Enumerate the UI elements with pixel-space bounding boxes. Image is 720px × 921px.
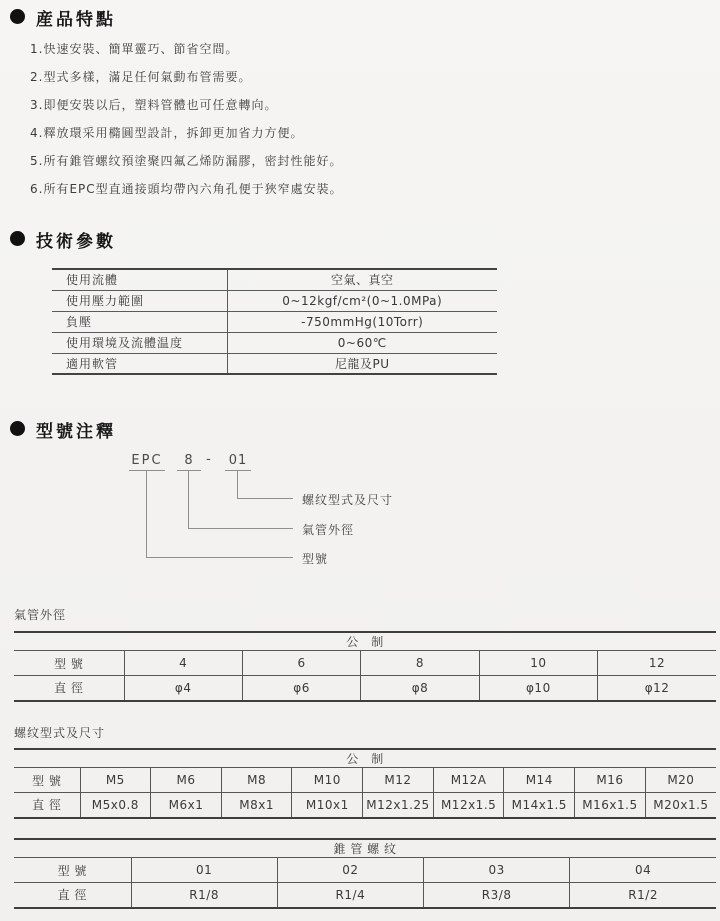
feature-list: [30, 42, 343, 210]
row-header: 直 徑: [57, 888, 87, 903]
tube-model-cell: 8: [361, 651, 479, 676]
param-value: 0~60℃: [227, 332, 497, 353]
thread-diameter-cell: M10x1: [292, 793, 363, 818]
tube-model-cell: 10: [479, 651, 597, 676]
thread-diameter-cell: M8x1: [221, 793, 292, 818]
thread-diameter-cell: M20x1.5: [645, 793, 716, 818]
tube-od-table: [14, 631, 716, 702]
param-value: 0~12kgf/cm²(0~1.0MPa): [227, 290, 497, 311]
table-row: [14, 768, 716, 793]
table-row: [14, 749, 716, 768]
underline: [177, 470, 201, 471]
taper-model-cell: 03: [424, 858, 570, 883]
model-code-size: 8: [184, 453, 194, 468]
callout-line: [188, 471, 189, 528]
thread-diameter-cell: M12x1.25: [363, 793, 434, 818]
table-row: [14, 676, 716, 701]
tube-model-cell: 6: [242, 651, 360, 676]
thread-model-cell: M10: [292, 768, 363, 793]
param-value: 尼龍及PU: [227, 353, 497, 374]
feature-item: 4.釋放環采用橢圓型設計，拆卸更加省力方便。: [30, 126, 304, 140]
param-label: 適用軟管: [66, 356, 119, 371]
taper-diameter-cell: R1/4: [277, 883, 423, 908]
thread-table-label: 螺纹型式及尺寸: [14, 726, 106, 740]
table-row: [14, 793, 716, 818]
thread-diameter-cell: M16x1.5: [575, 793, 646, 818]
thread-model-cell: M6: [151, 768, 222, 793]
table-row: [14, 651, 716, 676]
table-row: [52, 353, 497, 374]
thread-model-cell: M20: [645, 768, 716, 793]
param-value: 空氣、真空: [227, 269, 497, 290]
feature-item: 2.型式多樣，滿足任何氣動布管需要。: [30, 70, 252, 84]
feature-item: 1.快速安裝、簡單靈巧、節省空間。: [30, 42, 239, 56]
taper-diameter-cell: R3/8: [424, 883, 570, 908]
thread-taper-table: [14, 838, 716, 909]
group-header: 錐 管 螺 纹: [14, 839, 716, 858]
feature-item: 5.所有錐管螺纹預塗聚四氟乙烯防漏膠，密封性能好。: [30, 154, 343, 168]
table-row: [52, 311, 497, 332]
underline: [129, 470, 165, 471]
tube-model-cell: 4: [124, 651, 242, 676]
table-row: [52, 269, 497, 290]
table-row: [52, 332, 497, 353]
callout-line: [146, 557, 293, 558]
thread-model-cell: M12: [363, 768, 434, 793]
row-header: 型 號: [14, 858, 131, 883]
taper-model-cell: 01: [131, 858, 277, 883]
model-code-thread: 01: [228, 453, 248, 468]
section-bullet-icon: [10, 231, 25, 246]
table-row: [14, 632, 716, 651]
thread-diameter-cell: M12x1.5: [433, 793, 504, 818]
thread-model-cell: M16: [575, 768, 646, 793]
thread-model-cell: M12A: [433, 768, 504, 793]
underline: [225, 470, 251, 471]
thread-diameter-cell: M14x1.5: [504, 793, 575, 818]
tube-model-cell: 12: [598, 651, 716, 676]
tube-diameter-cell: φ6: [242, 676, 360, 701]
model-code-series: EPC: [131, 453, 163, 468]
callout-label-tube-od: 氣管外徑: [302, 523, 355, 537]
row-header: 型 號: [14, 768, 80, 793]
callout-line: [188, 528, 293, 529]
tube-diameter-cell: φ4: [124, 676, 242, 701]
table-row: [14, 858, 716, 883]
table-row: [14, 883, 716, 908]
thread-diameter-cell: M6x1: [151, 793, 222, 818]
taper-diameter-cell: R1/2: [570, 883, 716, 908]
param-label: 負壓: [52, 311, 227, 332]
group-header: 公 制: [14, 749, 716, 768]
feature-item: 3.即便安裝以后，塑料管體也可任意轉向。: [30, 98, 278, 112]
param-label: 使用環境及流體温度: [52, 332, 227, 353]
taper-diameter-cell: R1/8: [131, 883, 277, 908]
thread-metric-table: [14, 748, 716, 819]
section-title-tech-params: 技術參數: [36, 232, 116, 252]
tube-diameter-cell: φ12: [598, 676, 716, 701]
section-bullet-icon: [10, 421, 25, 436]
model-code-dash: -: [206, 452, 212, 467]
callout-line: [237, 471, 238, 498]
tube-od-table-label: 氣管外徑: [14, 608, 67, 622]
row-header: 直 徑: [32, 798, 62, 813]
section-title-features: 産品特點: [36, 10, 116, 30]
taper-model-cell: 04: [570, 858, 716, 883]
section-bullet-icon: [10, 9, 25, 24]
tube-diameter-cell: φ10: [479, 676, 597, 701]
table-row: [52, 290, 497, 311]
thread-model-cell: M14: [504, 768, 575, 793]
feature-item: 6.所有EPC型直通接頭均帶內六角孔便于狹窄處安裝。: [30, 182, 343, 196]
tech-params-table: [52, 268, 497, 375]
thread-model-cell: M8: [221, 768, 292, 793]
callout-label-series: 型號: [302, 552, 329, 566]
callout-line: [146, 471, 147, 557]
param-label: 使用壓力範圍: [52, 290, 227, 311]
param-label: 使用流體: [52, 269, 227, 290]
callout-line: [237, 498, 293, 499]
thread-model-cell: M5: [80, 768, 151, 793]
thread-diameter-cell: M5x0.8: [80, 793, 151, 818]
tube-diameter-cell: φ8: [361, 676, 479, 701]
callout-label-thread: 螺纹型式及尺寸: [302, 493, 394, 507]
param-value: -750mmHg(10Torr): [227, 311, 497, 332]
row-header: 型 號: [14, 651, 124, 676]
group-header: 公 制: [14, 632, 716, 651]
section-title-model-notation: 型號注釋: [36, 422, 116, 442]
table-row: [14, 839, 716, 858]
taper-model-cell: 02: [277, 858, 423, 883]
row-header: 直 徑: [54, 681, 84, 696]
